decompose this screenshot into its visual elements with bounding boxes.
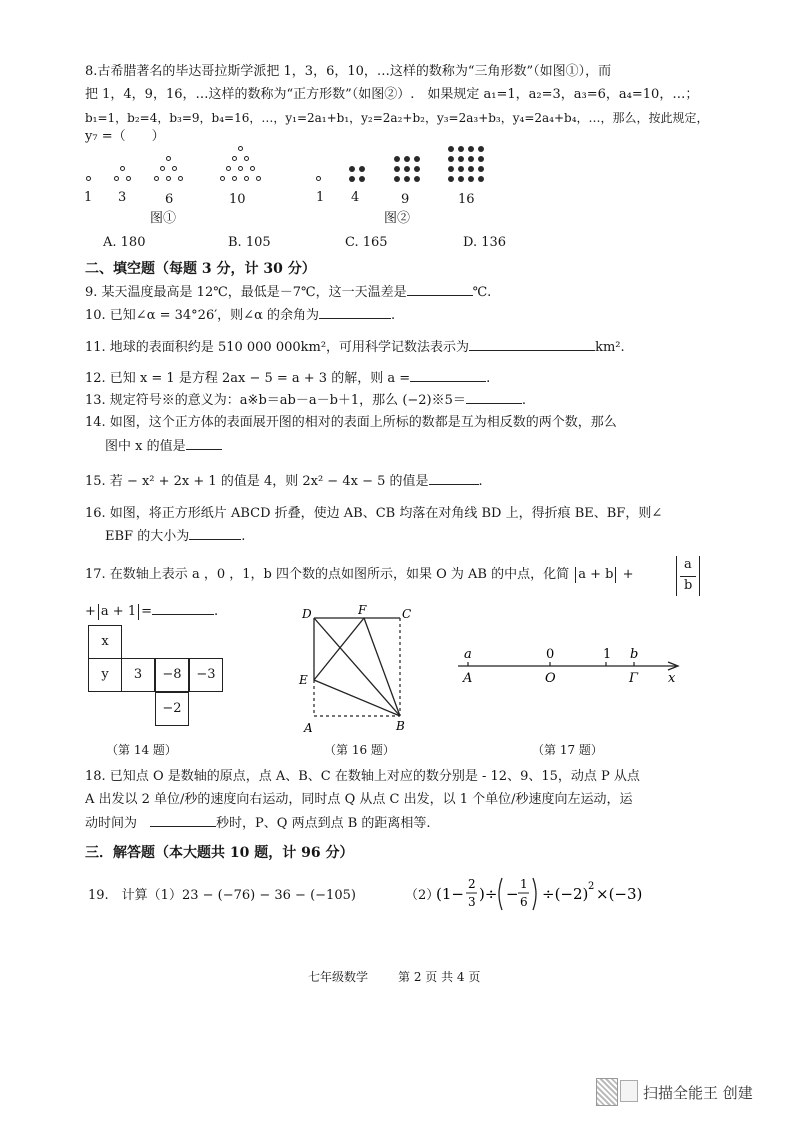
q11-text: 11. 地球的表面积约是 510 000 000km²，可用科学记数法表示为 — [85, 340, 470, 355]
q18-line3-pre: 动时间为 — [85, 816, 138, 831]
big-paren-right — [533, 878, 536, 910]
q17-line1: 17. 在数轴上表示 a ，0 ，1，b 四个数的点如图所示，如果 O 为 AB 的中点，化简 a + b + — [85, 567, 634, 582]
q15-text: 15. 若 − x² + 2x + 1 的值是 4，则 2x² − 4x − 5 的值是 — [85, 474, 429, 489]
q9-text: 9. 某天温度最高是 12℃，最低是－7℃，这一天温差是 — [85, 285, 407, 300]
big-paren-left — [499, 878, 502, 910]
dot — [394, 156, 400, 162]
dot — [126, 176, 131, 181]
dot — [478, 156, 484, 162]
expr-close-div: )÷ — [479, 885, 498, 903]
frac-den-3: 3 — [468, 895, 476, 909]
fig16-caption: （第 16 题） — [324, 743, 395, 757]
dot — [404, 156, 410, 162]
q12-text: 12. 已知 x = 1 是方程 2ax − 5 = a + 3 的解，则 a = — [85, 371, 411, 386]
dot — [394, 166, 400, 172]
fig1-caption: 图① — [150, 211, 177, 226]
dot — [404, 176, 410, 182]
abs-bar — [575, 567, 576, 583]
answer-blank — [186, 437, 222, 450]
sq-label-9: 9 — [401, 192, 410, 207]
dot — [448, 146, 454, 152]
q18-line3-post: 秒时，P、Q 两点到点 B 的距离相等. — [216, 816, 431, 831]
dot — [448, 156, 454, 162]
section-answer-title: 三．解答题（本大题共 10 题，计 96 分） — [85, 845, 354, 861]
net-cell: 3 — [121, 658, 155, 692]
dot — [316, 176, 321, 181]
axis-x-label: x — [668, 671, 676, 686]
dot — [458, 146, 464, 152]
dot — [154, 176, 159, 181]
q16-line1: 16. 如图，将正方形纸片 ABCD 折叠，使边 AB、CB 均落在对角线 BD 上，得折痕 BE、BF，则∠ — [85, 506, 663, 521]
figure-17-number-line — [450, 640, 690, 690]
dot — [244, 176, 249, 181]
question-12 — [85, 369, 490, 388]
question-10 — [85, 306, 395, 325]
question-15 — [85, 472, 483, 491]
q8-line2: 把 1，4，9，16，…这样的数称为“正方形数”（如图②）. 如果规定 a₁=1，a₂=3，a₃=6，a₄=10，…； — [85, 87, 699, 102]
net-cell: y — [88, 658, 122, 692]
q19-part2-expression — [436, 872, 686, 916]
frac-num-2: 2 — [468, 877, 476, 891]
abs-bar — [615, 567, 616, 583]
q19-part2-label: （2） — [405, 888, 440, 903]
q17-line2 — [85, 602, 218, 621]
frac-den-6: 6 — [520, 895, 528, 909]
dot — [359, 176, 365, 182]
dot — [160, 166, 165, 171]
dot — [468, 156, 474, 162]
tri-label-1: 1 — [84, 190, 93, 205]
answer-blank — [429, 472, 479, 485]
dot — [404, 166, 410, 172]
dot — [448, 166, 454, 172]
answer-blank — [150, 814, 216, 827]
point-O: O — [545, 671, 556, 686]
dot — [178, 176, 183, 181]
point-A: A — [463, 671, 473, 686]
dot — [220, 176, 225, 181]
q16-end: . — [241, 529, 246, 544]
sq-label-16: 16 — [458, 192, 475, 207]
dot — [349, 166, 355, 172]
label-a: A — [304, 721, 313, 735]
q11-unit: km². — [595, 340, 625, 355]
footer-subject: 七年级数学 — [308, 970, 369, 984]
q18-line1: 18. 已知点 O 是数轴的原点，点 A、B、C 在数轴上对应的数分别是 - 12、9、15，动点 P 从点 — [85, 769, 640, 784]
dot — [238, 146, 243, 151]
dot — [394, 176, 400, 182]
label-b: b — [630, 647, 639, 662]
dot — [359, 166, 365, 172]
answer-blank — [319, 306, 391, 319]
net-cell: −8 — [155, 658, 189, 692]
minus-sign: − — [506, 885, 519, 903]
dot — [114, 176, 119, 181]
q17-expr-a-plus-1: a + 1 — [100, 604, 137, 619]
section-fill-in-title: 二、填空题（每题 3 分，计 30 分） — [85, 261, 316, 277]
q15-end: . — [478, 474, 483, 489]
plus-sign: + — [85, 604, 96, 619]
crease-fb — [364, 618, 400, 716]
net-cell: −3 — [189, 658, 223, 692]
frac-numerator: a — [684, 557, 692, 572]
dot — [414, 156, 420, 162]
dot — [256, 176, 261, 181]
dot — [414, 166, 420, 172]
tri-label-10: 10 — [229, 192, 246, 207]
answer-blank — [189, 527, 241, 540]
label-1: 1 — [603, 647, 612, 662]
net-cell: x — [88, 625, 122, 659]
label-c: C — [402, 607, 412, 621]
label-0: 0 — [546, 647, 555, 662]
dot — [458, 176, 464, 182]
dot — [468, 176, 474, 182]
watermark-logo-icon — [620, 1080, 638, 1102]
dot — [468, 146, 474, 152]
dot — [458, 156, 464, 162]
sq-label-4: 4 — [351, 190, 360, 205]
dot — [238, 166, 243, 171]
option-d: D. 136 — [463, 235, 507, 250]
q18-line2: A 出发以 2 单位/秒的速度向右运动，同时点 Q 从点 C 出发，以 1 个单位/秒速度向左运动，运 — [85, 792, 633, 807]
question-11 — [85, 338, 625, 357]
dot — [120, 166, 125, 171]
q8-line4: y₇ =（ ） — [85, 129, 165, 144]
q8-line3: b₁=1，b₂=4，b₃=9，b₄=16，…，y₁=2a₁+b₁，y₂=2a₂+b₂，y₃=2a₃+b₃，y₄=2a₄+b₄，…，那么，按此规定， — [85, 111, 709, 125]
fig17-caption: （第 17 题） — [532, 743, 603, 757]
expr-times: ×(−3) — [596, 885, 643, 903]
q9-unit: ℃. — [472, 285, 492, 300]
watermark-qr-icon — [596, 1078, 618, 1106]
label-f: F — [358, 604, 367, 617]
expr-open-paren: (1− — [436, 885, 464, 903]
answer-blank — [410, 369, 486, 382]
label-e: E — [299, 673, 308, 687]
watermark-text: 扫描全能王 创建 — [643, 1084, 753, 1102]
dot — [349, 176, 355, 182]
tri-label-3: 3 — [118, 190, 127, 205]
point-B: Γ — [629, 671, 639, 686]
q14-line2 — [105, 437, 222, 456]
q17-end: . — [214, 604, 219, 619]
dot — [478, 176, 484, 182]
footer-page: 第 2 页 共 4 页 — [398, 970, 481, 984]
option-c: C. 165 — [345, 235, 388, 250]
q14-line1: 14. 如图，这个正方体的表面展开图的相对的表面上所标的数都是互为相反数的两个数，那么 — [85, 415, 617, 430]
exponent-2: 2 — [588, 881, 595, 892]
expr-tail: ÷(−2) — [542, 885, 589, 903]
q19-part1: 19. 计算（1）23 − (−76) − 36 − (−105) — [88, 888, 356, 903]
q10-text: 10. 已知∠α = 34°26′，则∠α 的余角为 — [85, 308, 319, 323]
dot — [250, 166, 255, 171]
dot — [86, 176, 91, 181]
option-b: B. 105 — [228, 235, 271, 250]
fig2-caption: 图② — [384, 211, 411, 226]
dot — [478, 146, 484, 152]
q13-text: 13. 规定符号※的意义为：a※b＝ab－a－b＋1，那么 (−2)※5＝ — [85, 393, 466, 408]
q18-line3 — [85, 814, 431, 833]
figure-16-square — [296, 604, 416, 740]
q13-end: . — [521, 393, 527, 408]
equals-sign: = — [141, 604, 152, 619]
dot — [458, 166, 464, 172]
tri-label-6: 6 — [165, 192, 174, 207]
dot — [448, 176, 454, 182]
dot — [478, 166, 484, 172]
dot — [244, 156, 249, 161]
q17-abs-fraction — [676, 556, 700, 596]
frac-denominator: b — [684, 578, 693, 593]
q17-line1-text: 17. 在数轴上表示 a ，0 ，1，b 四个数的点如图所示，如果 O 为 AB 的中点，化简 — [85, 567, 570, 582]
q16-line2 — [105, 527, 245, 546]
abs-bar — [138, 604, 139, 620]
fig14-caption: （第 14 题） — [106, 743, 177, 757]
abs-bar — [98, 604, 99, 620]
question-9 — [85, 283, 491, 302]
answer-blank — [466, 391, 522, 404]
q8-line1: 8.古希腊著名的毕达哥拉斯学派把 1，3，6，10，…这样的数称为“三角形数”（如图①），而 — [85, 64, 612, 79]
q10-end: . — [390, 308, 396, 323]
option-a: A. 180 — [103, 235, 146, 250]
dot — [166, 176, 171, 181]
q17-expr-a-plus-b: a + b — [578, 567, 614, 582]
question-13 — [85, 391, 526, 410]
q12-end: . — [486, 371, 491, 386]
label-b: B — [396, 719, 405, 733]
answer-blank — [407, 283, 473, 296]
dot — [468, 166, 474, 172]
sq-label-1: 1 — [316, 190, 325, 205]
q14-line2-text: 图中 x 的值是 — [105, 439, 186, 454]
answer-blank — [152, 602, 214, 615]
frac-num-1: 1 — [520, 877, 528, 891]
dot — [414, 176, 420, 182]
label-d: D — [302, 607, 312, 621]
dot — [172, 166, 177, 171]
answer-blank — [469, 338, 595, 351]
crease-eb — [314, 680, 400, 716]
net-cell: −2 — [155, 692, 189, 726]
diagonal-db — [314, 618, 400, 716]
dot — [232, 156, 237, 161]
label-a: a — [464, 647, 472, 662]
q16-line2-text: EBF 的大小为 — [105, 529, 190, 544]
dot — [166, 156, 171, 161]
dot — [232, 176, 237, 181]
dot — [226, 166, 231, 171]
